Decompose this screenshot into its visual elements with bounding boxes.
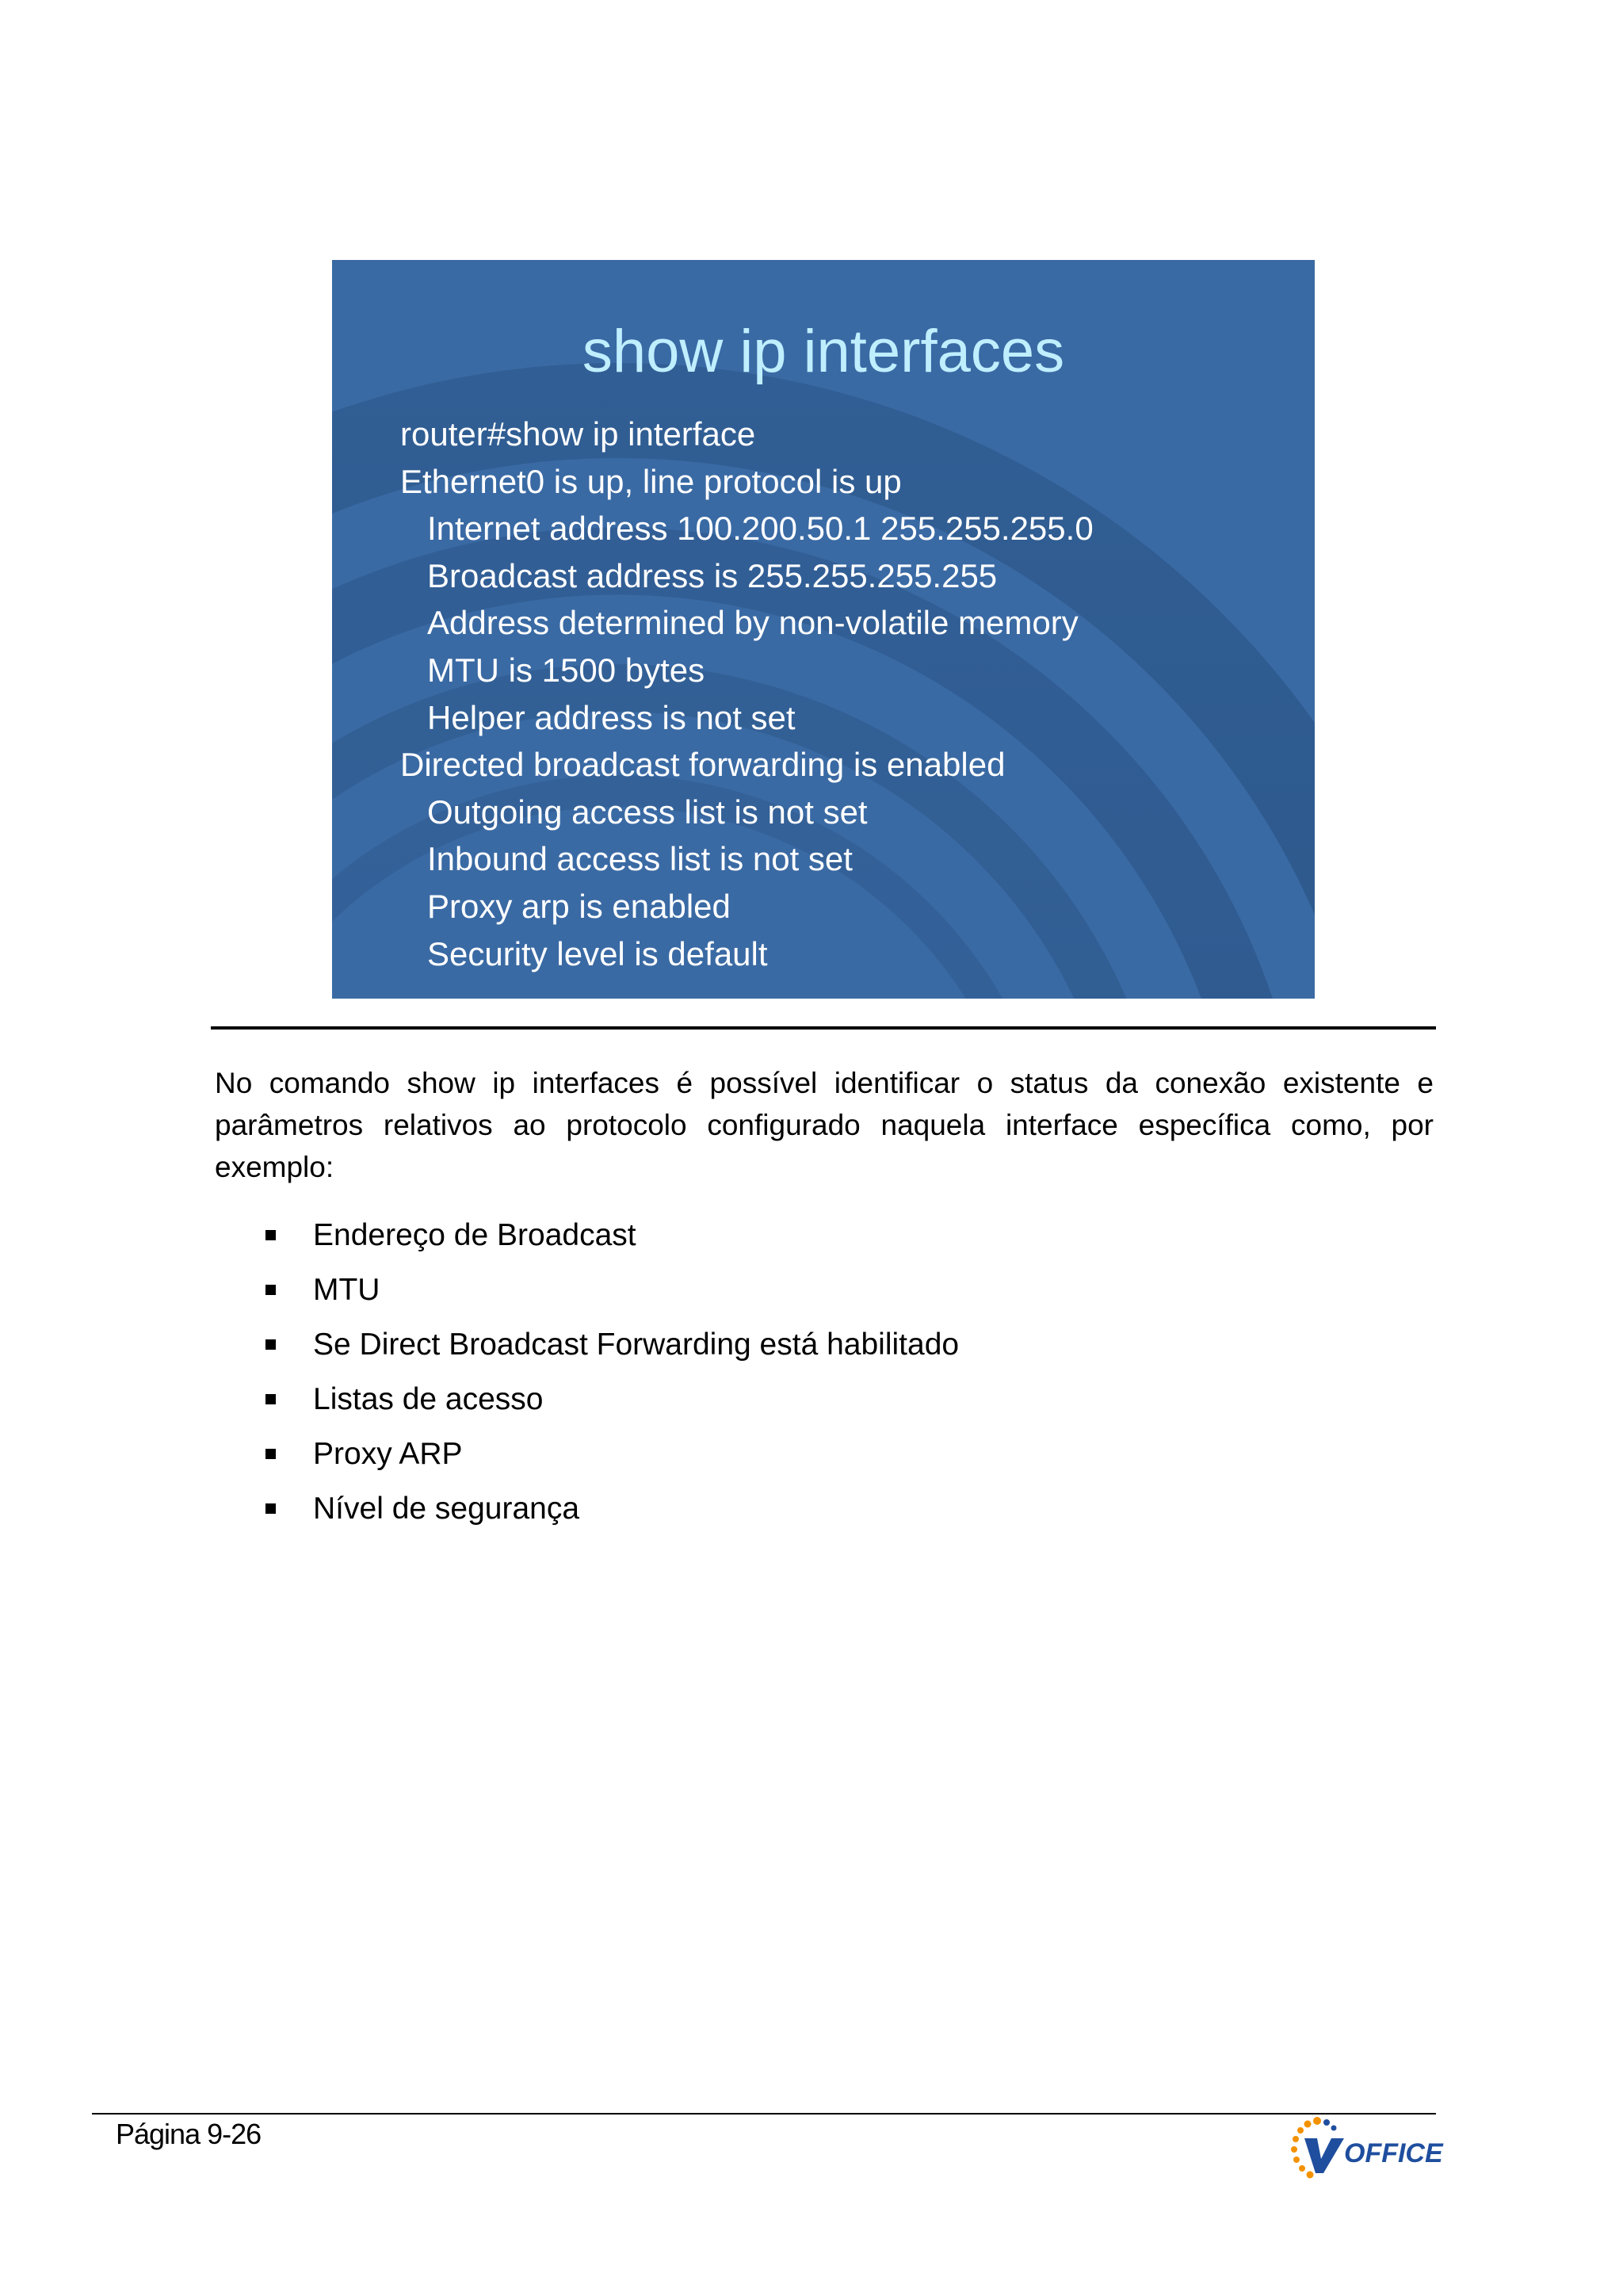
slide-image [332, 260, 1315, 999]
logo-text: OFFICE [1344, 2138, 1443, 2168]
section-divider [211, 1026, 1436, 1030]
square-bullet-icon [265, 1394, 276, 1404]
list-item-text: Se Direct Broadcast Forwarding está habilitado [313, 1328, 960, 1362]
slide-output-lines [400, 411, 1094, 977]
page-number: Página 9-26 [116, 2118, 262, 2150]
list-item [265, 1481, 959, 1536]
square-bullet-icon [265, 1230, 276, 1240]
slide-title: show ip interfaces [582, 318, 1065, 385]
square-bullet-icon [265, 1449, 276, 1459]
list-item [265, 1372, 959, 1427]
list-item [265, 1427, 959, 1481]
list-item [265, 1263, 959, 1317]
slide-line: Helper address is not set [427, 698, 796, 736]
slide-line: Proxy arp is enabled [427, 887, 731, 925]
list-item-text: Proxy ARP [313, 1437, 463, 1471]
square-bullet-icon [265, 1339, 276, 1350]
footer-divider [92, 2113, 1436, 2115]
feature-list [265, 1208, 959, 1536]
list-item [265, 1317, 959, 1372]
slide-line: Ethernet0 is up, line protocol is up [400, 462, 902, 500]
list-item [265, 1208, 959, 1263]
slide-line: Broadcast address is 255.255.255.255 [427, 556, 998, 594]
slide-line: Outgoing access list is not set [427, 793, 868, 831]
logo-icon [1277, 2113, 1444, 2192]
list-item-text: Endereço de Broadcast [313, 1218, 636, 1252]
description-paragraph: No comando show ip interfaces é possível identificar o status da conexão existente e parâmetros relativos ao protocolo configurado naquela interface específica como, por exemplo: [215, 1067, 1434, 1183]
slide-line: Directed broadcast forwarding is enabled [400, 746, 1006, 784]
square-bullet-icon [265, 1285, 276, 1295]
voffice-logo [1277, 2113, 1444, 2196]
slide-line: router#show ip interface [400, 415, 756, 453]
list-item-text: Nível de segurança [313, 1492, 580, 1526]
slide-line: Internet address 100.200.50.1 255.255.255.0 [427, 510, 1094, 548]
slide-line: Inbound access list is not set [427, 840, 853, 878]
slide-line: Security level is default [427, 934, 768, 972]
slide-line: MTU is 1500 bytes [427, 651, 705, 689]
slide-line: Address determined by non-volatile memory [427, 604, 1079, 642]
list-item-text: Listas de acesso [313, 1382, 544, 1416]
list-item-text: MTU [313, 1273, 380, 1307]
square-bullet-icon [265, 1503, 276, 1514]
